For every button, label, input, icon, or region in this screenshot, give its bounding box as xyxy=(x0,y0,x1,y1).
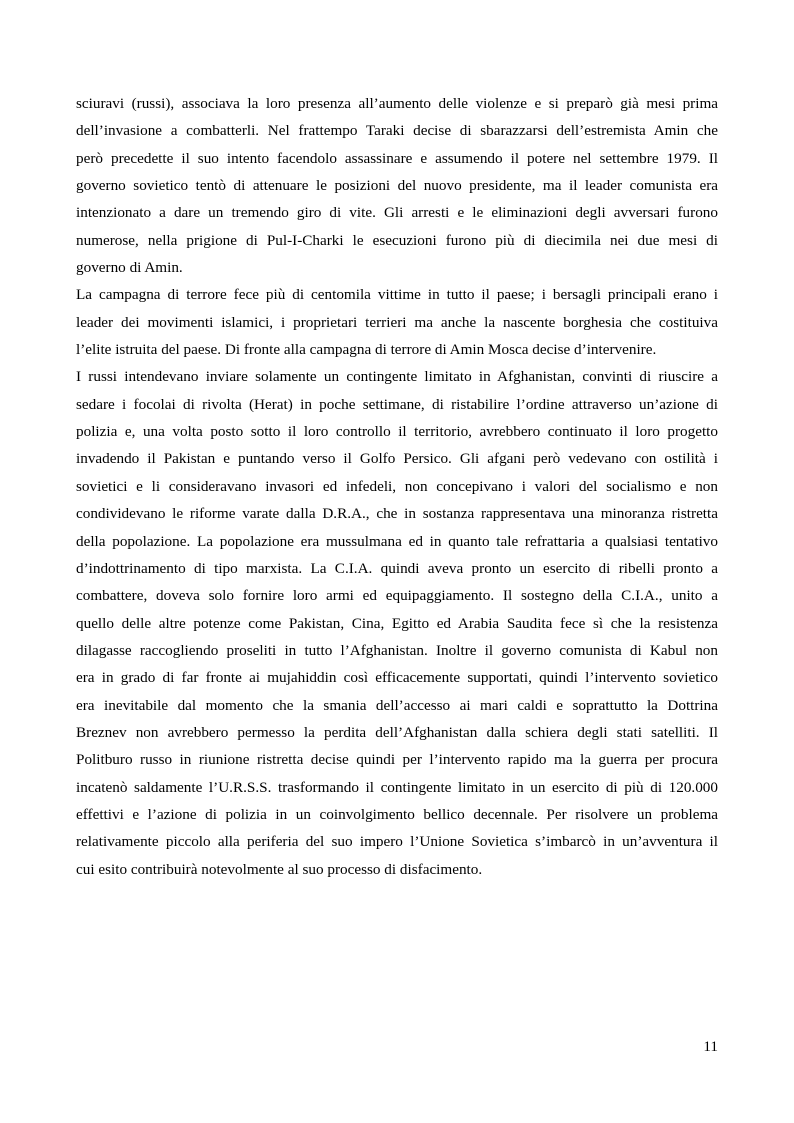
text-line: Breznev non avrebbero permesso la perdita dell’Afghanistan dalla schiera degli stati satelliti. Il xyxy=(76,723,718,741)
text-line: Politburo russo in riunione ristretta decise quindi per l’intervento rapido ma la guerra per procura xyxy=(76,751,718,769)
paragraph-2 xyxy=(76,281,718,363)
paragraph-1 xyxy=(76,90,718,281)
text-line: d’indottrinamento di tipo marxista. La C.I.A. quindi aveva pronto un esercito di ribelli pronto a xyxy=(76,559,718,577)
text-line: polizia e, una volta posto sotto il loro controllo il territorio, avrebbero continuato il loro progetto xyxy=(76,423,718,441)
text-line: dell’invasione a combatterli. Nel frattempo Taraki decise di sbarazzarsi dell’estremista Amin che xyxy=(76,122,718,140)
text-line: era inevitabile dal momento che la smania dell’accesso ai mari caldi e soprattutto la Dottrina xyxy=(76,696,718,714)
body-text xyxy=(76,90,718,883)
text-line: della popolazione. La popolazione era mussulmana ed in quanto tale refrattaria a qualsiasi tentativo xyxy=(76,532,718,550)
text-line: governo di Amin. xyxy=(76,259,183,277)
text-line: I russi intendevano inviare solamente un contingente limitato in Afghanistan, convinti di riuscire a xyxy=(76,368,718,386)
text-line: dilagasse raccogliendo proseliti in tutto l’Afghanistan. Inoltre il governo comunista di Kabul non xyxy=(76,641,718,659)
paragraph-3 xyxy=(76,363,718,883)
text-line: sovietici e li consideravano invasori ed infedeli, non concepivano i valori del socialismo e non xyxy=(76,477,718,495)
text-line: quello delle altre potenze come Pakistan, Cina, Egitto ed Arabia Saudita fece sì che la resistenza xyxy=(76,614,718,632)
text-line: era in grado di far fronte ai mujahiddin così efficacemente supportati, quindi l’intervento sovietico xyxy=(76,669,718,687)
text-line: effettivi e l’azione di polizia in un coinvolgimento bellico decennale. Per risolvere un problema xyxy=(76,805,718,823)
text-line: combattere, doveva solo fornire loro armi ed equipaggiamento. Il sostegno della C.I.A., unito a xyxy=(76,587,718,605)
text-line: incatenò saldamente l’U.R.S.S. trasformando il contingente limitato in un esercito di più di 120.000 xyxy=(76,778,718,796)
text-line: leader dei movimenti islamici, i proprietari terrieri ma anche la nascente borghesia che costituiva xyxy=(76,313,718,331)
text-line: numerose, nella prigione di Pul-I-Charki le esecuzioni furono più di diecimila nei due mesi di xyxy=(76,231,718,249)
text-line: sciuravi (russi), associava la loro presenza all’aumento delle violenze e si preparò già mesi prima xyxy=(76,95,718,112)
text-line: condividevano le riforme varate dalla D.R.A., che in sostanza rappresentava una minoranza ristretta xyxy=(76,505,718,523)
text-line: però precedette il suo intento facendolo assassinare e assumendo il potere nel settembre 1979. Il xyxy=(76,149,718,167)
text-line: invadendo il Pakistan e puntando verso il Golfo Persico. Gli afgani però vedevano con ostilità i xyxy=(76,450,718,468)
text-line: cui esito contribuirà notevolmente al suo processo di disfacimento. xyxy=(76,860,483,878)
page-number: 11 xyxy=(703,1038,718,1055)
text-line: l’elite istruita del paese. Di fronte alla campagna di terrore di Amin Mosca decise d’intervenire. xyxy=(76,341,657,359)
text-line: governo sovietico tentò di attenuare le posizioni del nuovo presidente, ma il leader comunista era xyxy=(76,177,718,195)
text-line: intenzionato a dare un tremendo giro di vite. Gli arresti e le eliminazioni degli avversari furono xyxy=(76,204,718,222)
text-line: relativamente piccolo alla periferia del suo impero l’Unione Sovietica s’imbarcò in un’avventura il xyxy=(76,833,718,851)
text-line: sedare i focolai di rivolta (Herat) in poche settimane, di ristabilire l’ordine attraverso un’azione di xyxy=(76,395,718,413)
text-line: La campagna di terrore fece più di centomila vittime in tutto il paese; i bersagli principali erano i xyxy=(76,286,718,304)
